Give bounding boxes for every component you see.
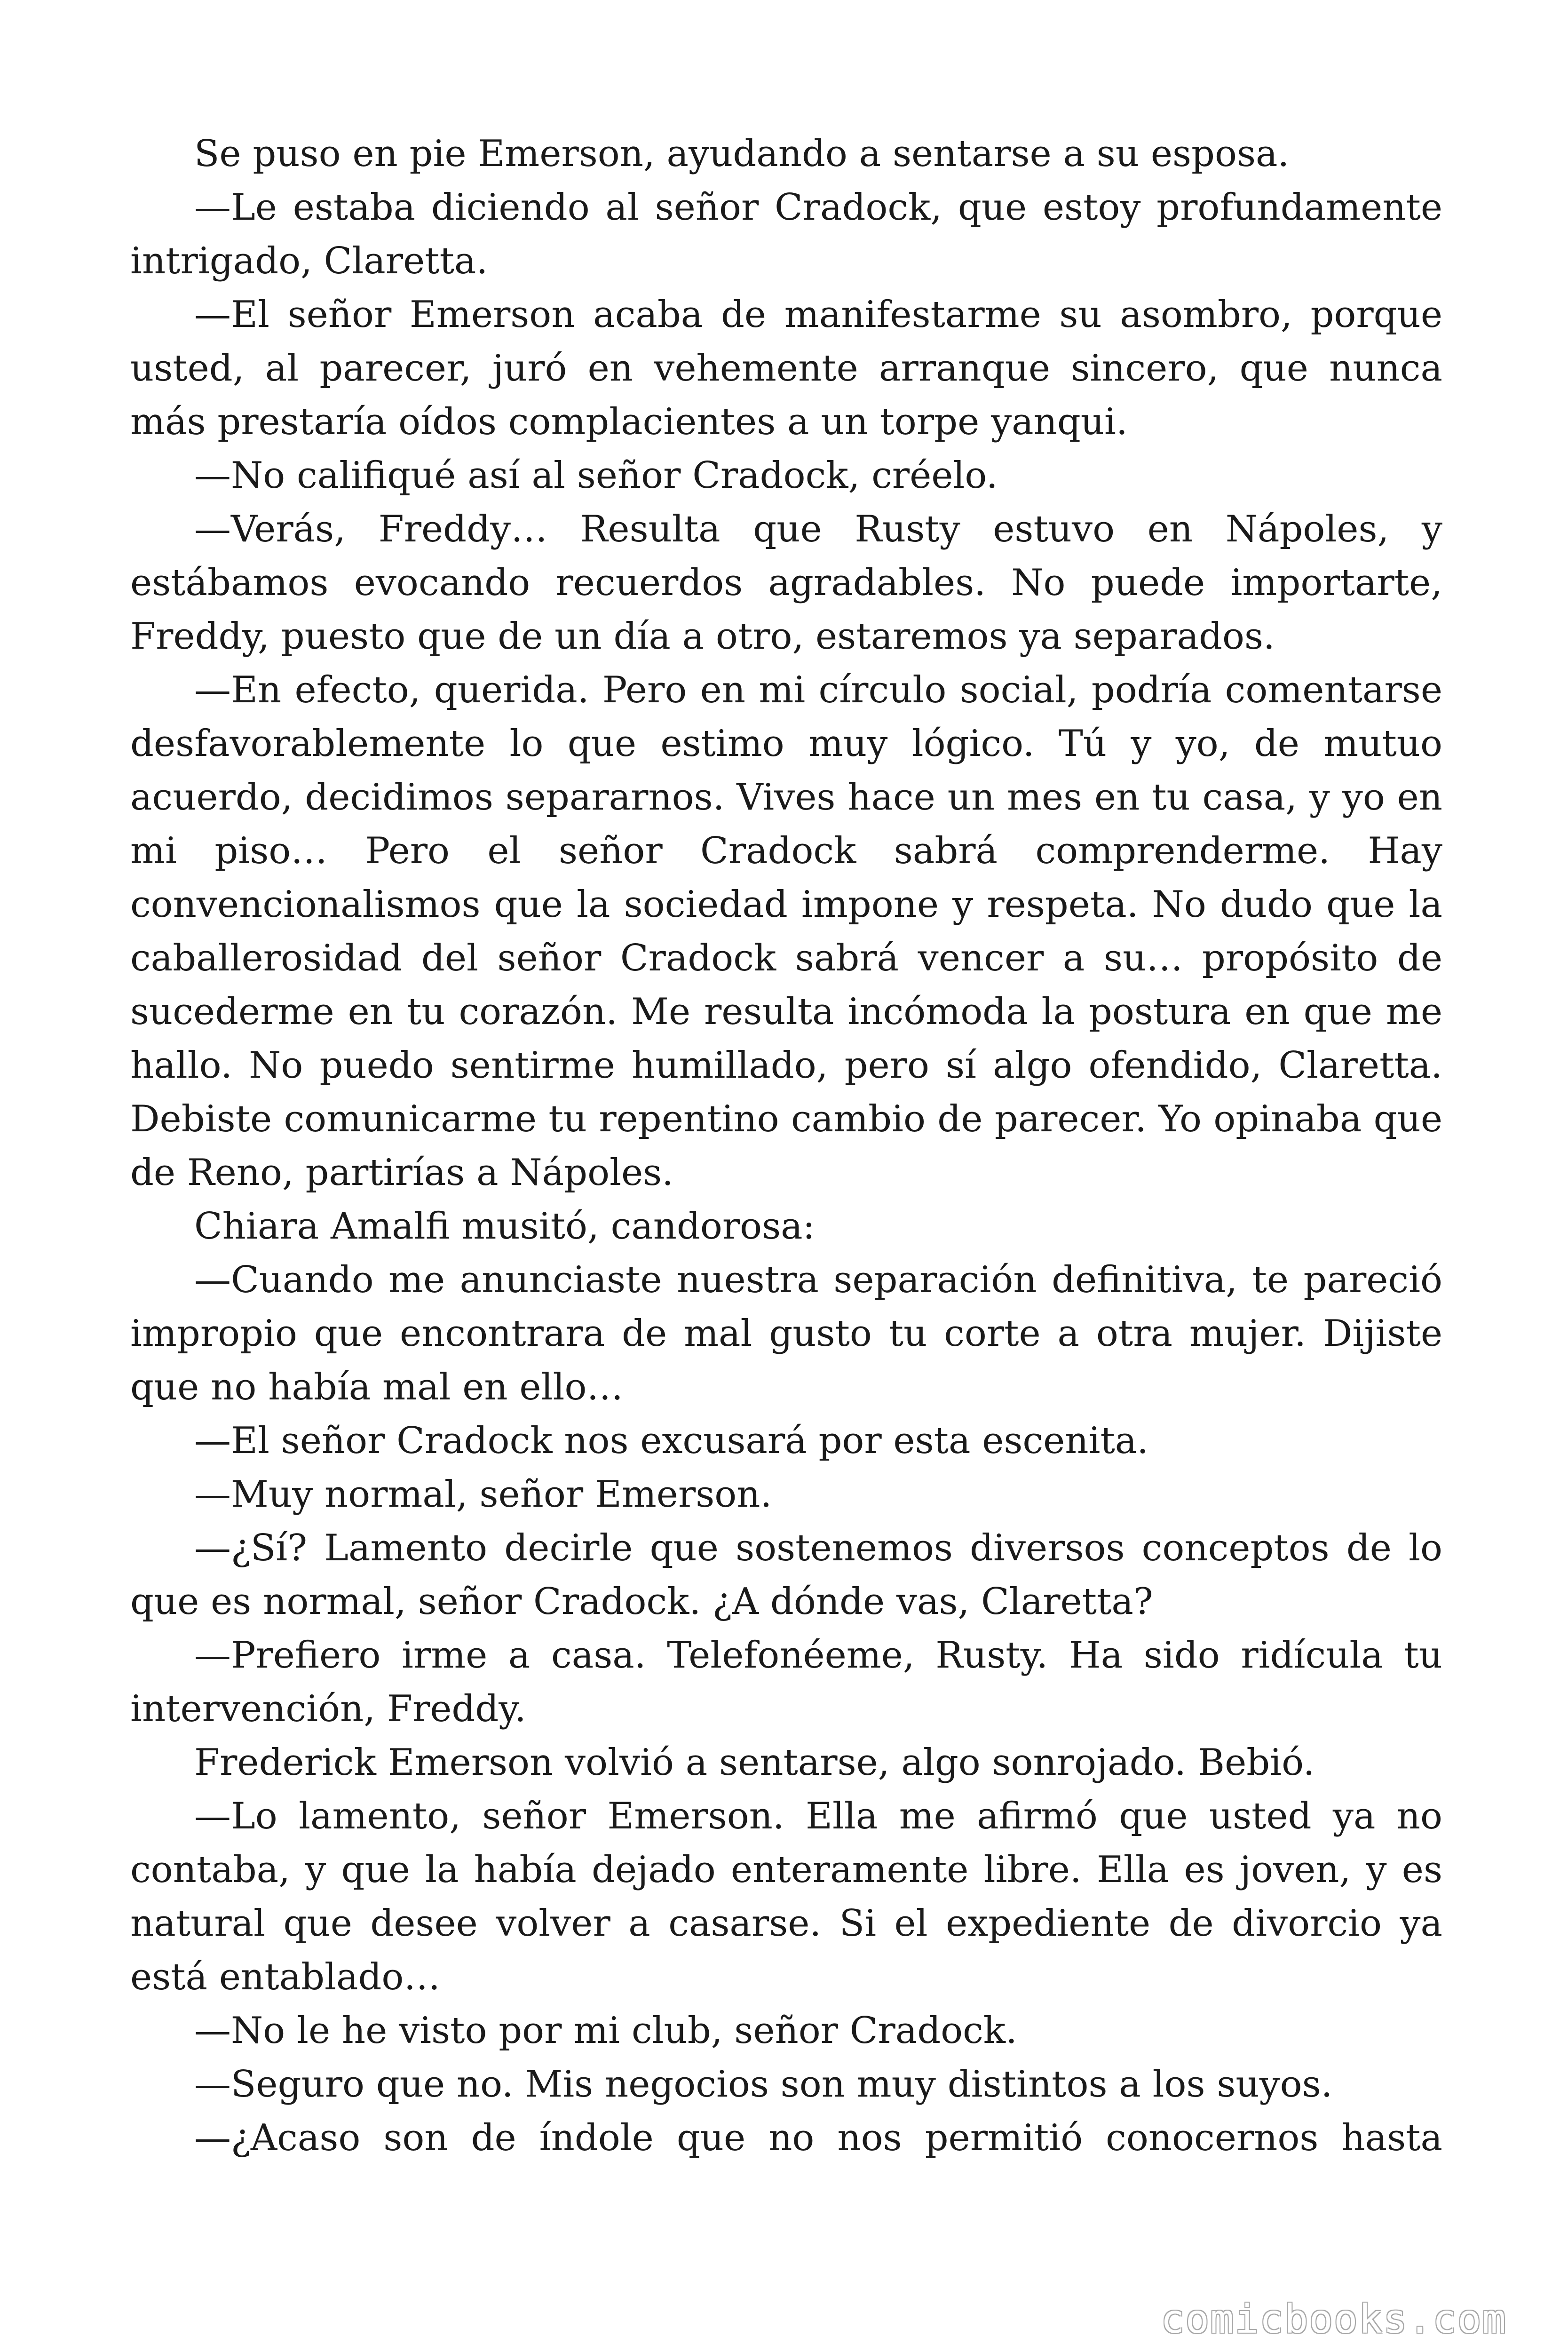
paragraph: —Muy normal, señor Emerson. <box>194 1473 772 1516</box>
paragraph: —Verás, Freddy… Resulta que Rusty estuvo en Nápoles, y estábamos evocando recuerdos agradables. No puede importarte, Freddy, puesto que de un día a otro, estaremos ya separados. <box>130 508 1442 658</box>
paragraph: —Seguro que no. Mis negocios son muy distintos a los suyos. <box>194 2063 1333 2106</box>
paragraph: —Prefiero irme a casa. Telefonéeme, Rusty. Ha sido ridícula tu intervención, Freddy. <box>130 1634 1442 1730</box>
paragraph: —¿Sí? Lamento decirle que sostenemos diversos conceptos de lo que es normal, señor Cradock. ¿A dónde vas, Claretta? <box>130 1527 1442 1623</box>
book-page-body <box>130 127 1442 2165</box>
paragraph: Chiara Amalfi musitó, candorosa: <box>194 1205 815 1248</box>
paragraph-last-line: —¿Acaso son de índole que no nos permitió conocernos hasta <box>194 2117 1442 2159</box>
paragraph: —Le estaba diciendo al señor Cradock, que estoy profundamente intrigado, Claretta. <box>130 186 1442 282</box>
paragraph: Se puso en pie Emerson, ayudando a sentarse a su esposa. <box>194 133 1290 175</box>
paragraph: —Cuando me anunciaste nuestra separación definitiva, te pareció impropio que encontrara de mal gusto tu corte a otra mujer. Dijiste que no había mal en ello… <box>130 1259 1442 1408</box>
paragraph: —Lo lamento, señor Emerson. Ella me afirmó que usted ya no contaba, y que la había dejado enteramente libre. Ella es joven, y es natural que desee volver a casarse. Si el expediente de divorcio ya está entablado… <box>130 1795 1442 1998</box>
paragraph: —En efecto, querida. Pero en mi círculo social, podría comentarse desfavorablemente lo que estimo muy lógico. Tú y yo, de mutuo acuerdo, decidimos separarnos. Vives hace un mes en tu casa, y yo en mi piso… Pero el señor Cradock sabrá comprenderme. Hay convencionalismos que la sociedad impone y respeta. No dudo que la caballerosidad del señor Cradock sabrá vencer a su… propósito de sucederme en tu corazón. Me resulta incómoda la postura en que me hallo. No puedo sentirme humillado, pero sí algo ofendido, Claretta. Debiste comunicarme tu repentino cambio de parecer. Yo opinaba que de Reno, partirías a Nápoles. <box>130 669 1442 1194</box>
paragraph: Frederick Emerson volvió a sentarse, algo sonrojado. Bebió. <box>194 1741 1315 1784</box>
paragraph: —El señor Emerson acaba de manifestarme su asombro, porque usted, al parecer, juró en vehemente arranque sincero, que nunca más prestaría oídos complacientes a un torpe yanqui. <box>130 294 1442 443</box>
watermark: comicbooks.com <box>1160 2296 1507 2342</box>
paragraph: —El señor Cradock nos excusará por esta escenita. <box>194 1420 1149 1462</box>
paragraph: —No le he visto por mi club, señor Cradock. <box>194 2010 1017 2052</box>
paragraph: —No califiqué así al señor Cradock, créelo. <box>194 454 998 497</box>
